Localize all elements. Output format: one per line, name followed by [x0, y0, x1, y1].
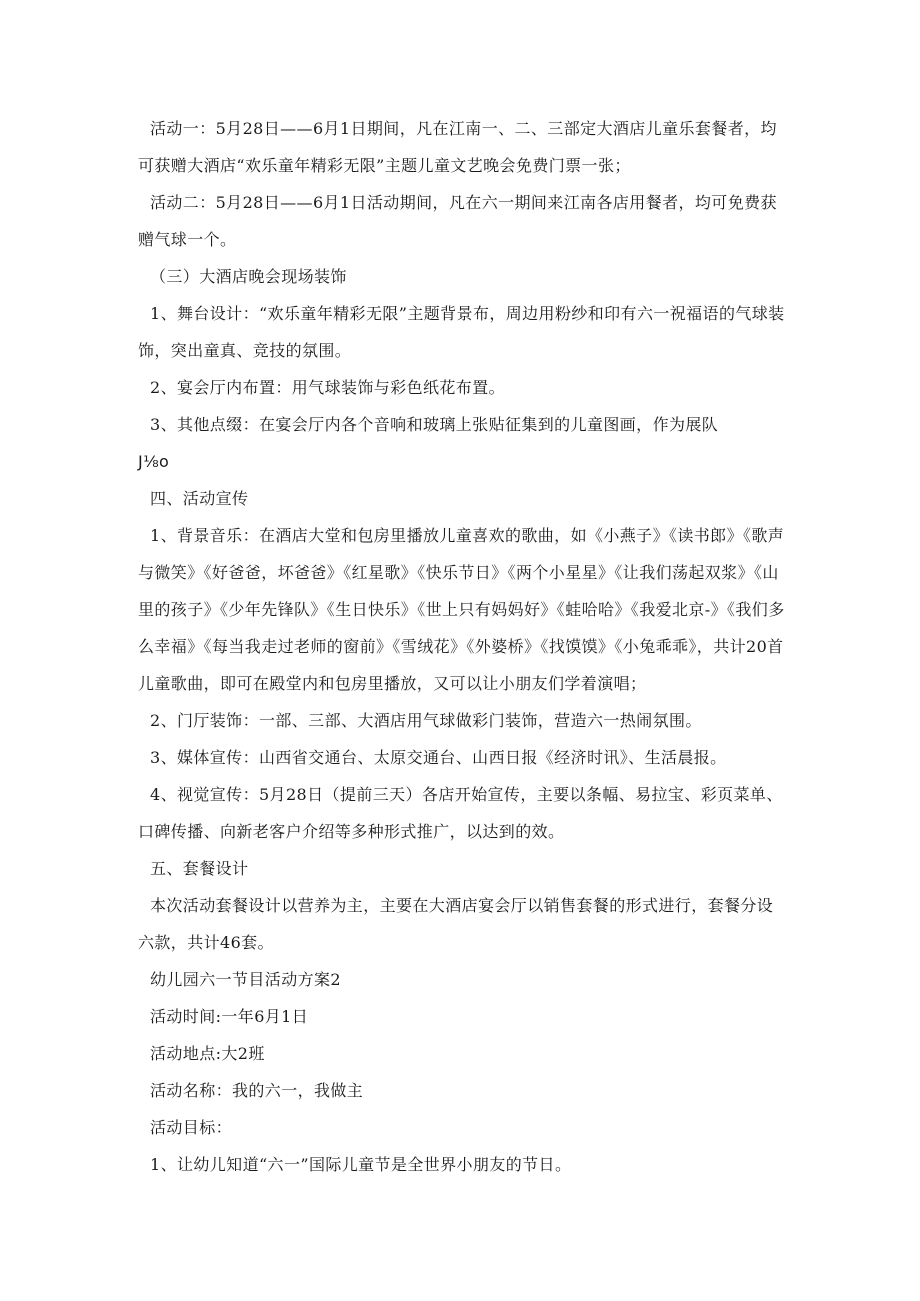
heading-promotion: 四、活动宣传 [150, 489, 249, 508]
garbled-text-fragment: J⅛o [138, 452, 170, 471]
paragraph-activity-1: 活动一：5月28日——6月1日期间，凡在江南一、二、三部定大酒店儿童乐套餐者，均可获赠大酒店“欢乐童年精彩无限”主题儿童文艺晚会免费门票一张； [138, 119, 777, 175]
paragraph-goal-1: 1、让幼儿知道“六一”国际儿童节是全世界小朋友的节日。 [150, 1155, 572, 1174]
heading-kindergarten-plan-2: 幼儿园六一节目活动方案2 [150, 970, 341, 989]
heading-venue-decoration: （三）大酒店晚会现场装饰 [150, 267, 347, 286]
paragraph-set-meal-description: 本次活动套餐设计以营养为主，主要在大酒店宴会厅以销售套餐的形式进行，套餐分设六款，共计46套。 [138, 896, 774, 952]
paragraph-stage-design: 1、舞台设计：“欢乐童年精彩无限”主题背景布，周边用粉纱和印有六一祝福语的气球装饰，突出童真、竞技的氛围。 [138, 304, 785, 360]
paragraph-activity-2: 活动二：5月28日——6月1日活动期间，凡在六一期间来江南各店用餐者，均可免费获赠气球一个。 [138, 193, 777, 249]
paragraph-other-decoration: 3、其他点缀：在宴会厅内各个音响和玻璃上张贴征集到的儿童图画，作为展队 [150, 415, 719, 434]
paragraph-media-promotion: 3、媒体宣传：山西省交通台、太原交通台、山西日报《经济时讯》、生活晨报。 [150, 748, 727, 767]
heading-set-meal-design: 五、套餐设计 [150, 859, 249, 878]
paragraph-activity-location: 活动地点:大2班 [150, 1044, 265, 1063]
paragraph-visual-promotion: 4、视觉宣传：5月28日（提前三天）各店开始宣传，主要以条幅、易拉宝、彩页菜单、口碑传播、向新老客户介绍等多种形式推广，以达到的效。 [138, 785, 783, 841]
paragraph-activity-name: 活动名称：我的六一，我做主 [150, 1081, 364, 1100]
paragraph-activity-goals-heading: 活动目标： [150, 1118, 233, 1137]
paragraph-banquet-hall: 2、宴会厅内布置：用气球装饰与彩色纸花布置。 [150, 378, 505, 397]
paragraph-lobby-decoration: 2、门厅装饰：一部、三部、大酒店用气球做彩门装饰，营造六一热闹氛围。 [150, 711, 702, 730]
paragraph-background-music: 1、背景音乐：在酒店大堂和包房里播放儿童喜欢的歌曲，如《小燕子》《读书郎》《歌声与微笑》《好爸爸，坏爸爸》《红星歌》《快乐节日》《两个小星星》《让我们荡起双浆》《山里的孩子》《少年先锋队》《生日快乐》《世上只有妈妈好》《蛙哈哈》《我爱北京-》《我们多么幸福》《每当我走过老师的窗前》《雪绒花》《外婆桥》《找馍馍》《小兔乖乖》，共计20首儿童歌曲，即可在殿堂内和包房里播放，又可以让小朋友们学着演唱； [138, 526, 785, 693]
paragraph-activity-time: 活动时间:一年6月1日 [150, 1007, 309, 1026]
